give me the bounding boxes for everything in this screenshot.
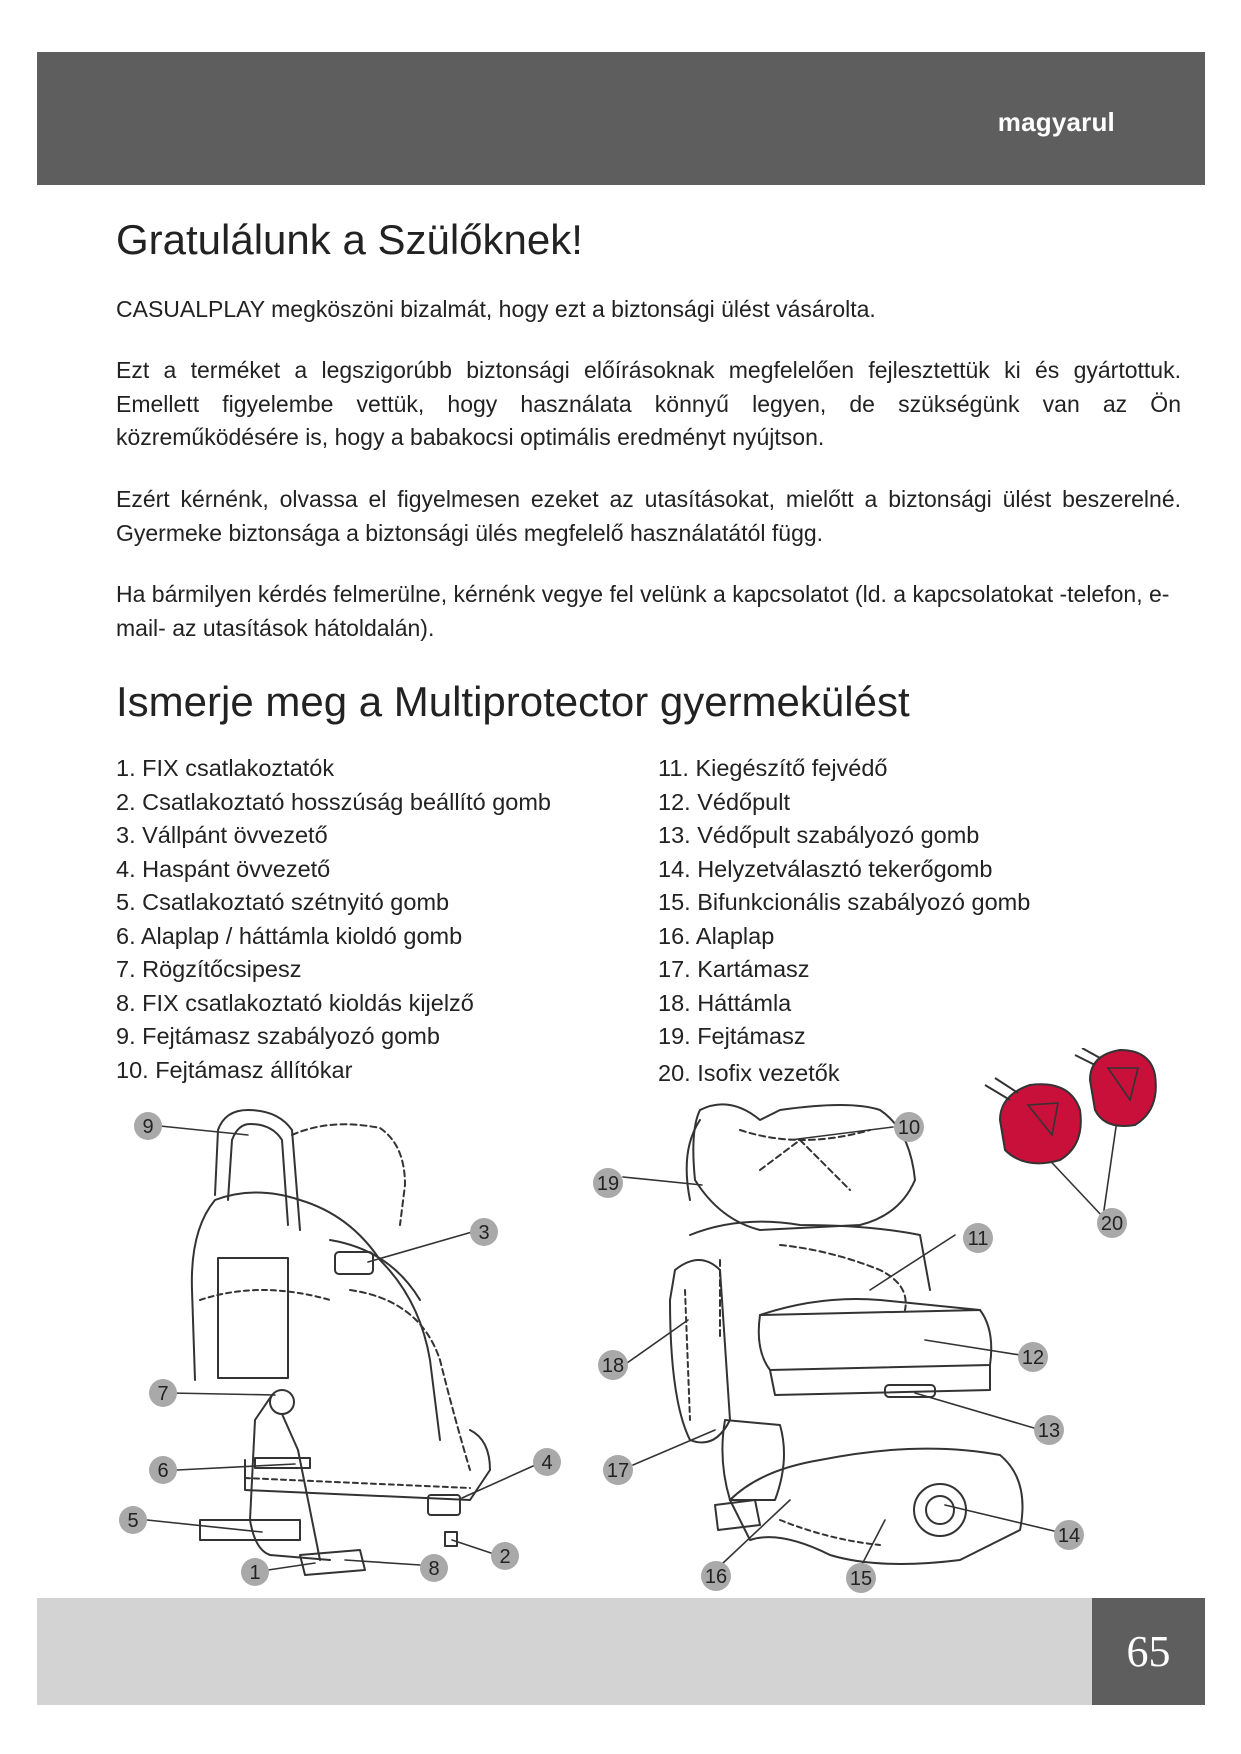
callout-4 — [533, 1448, 561, 1476]
list-item: 19. Fejtámasz — [658, 1023, 806, 1049]
list-item: 18. Háttámla — [658, 989, 792, 1016]
callout-leader-lines — [147, 1120, 1117, 1576]
page-number: 65 — [1092, 1598, 1205, 1705]
callout-18-label: 18 — [601, 1355, 625, 1377]
list-item: 1. FIX csatlakoztatók — [116, 755, 335, 781]
isofix-guides-highlight — [985, 1048, 1156, 1163]
section-title-congratulations: Gratulálunk a Szülőknek! — [116, 216, 583, 263]
callout-8 — [420, 1554, 448, 1582]
callout-9-label: 9 — [142, 1116, 154, 1138]
parts-list-right — [658, 752, 1030, 1090]
callout-2 — [491, 1542, 519, 1570]
callout-1 — [241, 1558, 269, 1586]
callout-10-label: 10 — [897, 1117, 921, 1139]
callout-12 — [1018, 1342, 1048, 1372]
list-item: 10. Fejtámasz állítókar — [116, 1056, 353, 1083]
list-item: 8. FIX csatlakoztató kioldás kijelző — [116, 989, 474, 1016]
callout-10 — [894, 1112, 924, 1142]
callout-14-label: 14 — [1057, 1525, 1081, 1547]
intro-paragraph-1: CASUALPLAY megköszöni bizalmát, hogy ezt a biztonsági ülést vásárolta. — [116, 296, 876, 322]
callout-6 — [149, 1456, 177, 1484]
callout-14 — [1054, 1520, 1084, 1550]
callout-13 — [1034, 1415, 1064, 1445]
car-seat-diagram — [110, 1048, 1170, 1598]
section-title-product: Ismerje meg a Multiprotector gyermekülést — [116, 678, 910, 725]
footer-bar — [37, 1598, 1092, 1705]
callout-12-label: 12 — [1021, 1347, 1045, 1369]
callout-18 — [598, 1350, 628, 1380]
list-item: 4. Haspánt övvezető — [116, 855, 331, 882]
callout-7-label: 7 — [157, 1383, 169, 1405]
list-item: 7. Rögzítőcsipesz — [116, 956, 302, 982]
callout-2-label: 2 — [499, 1546, 511, 1568]
callout-13-label: 13 — [1037, 1420, 1061, 1442]
list-item: 9. Fejtámasz szabályozó gomb — [116, 1023, 440, 1049]
callout-3-label: 3 — [478, 1222, 490, 1244]
intro-paragraph-4: Ha bármilyen kérdés felmerülne, kérnénk vegye fel velünk a kapcsolatot (ld. a kapcsolatokat -telefon, e-mail- az utasítások hátoldalán). — [116, 581, 1170, 641]
callout-20-label: 20 — [1100, 1213, 1124, 1235]
callout-15-label: 15 — [849, 1568, 873, 1590]
list-item: 17. Kartámasz — [658, 956, 810, 982]
callout-17 — [603, 1455, 633, 1485]
list-item: 12. Védőpult — [658, 788, 790, 815]
callout-11-label: 11 — [967, 1228, 989, 1250]
list-item: 16. Alaplap — [658, 922, 775, 949]
callout-5-label: 5 — [127, 1510, 139, 1532]
header-bar — [37, 52, 1205, 185]
list-item: 11. Kiegészítő fejvédő — [658, 755, 888, 781]
parts-list-left — [116, 752, 551, 1087]
callout-16 — [701, 1561, 731, 1591]
callout-11 — [963, 1223, 993, 1253]
callout-16-label: 16 — [704, 1566, 728, 1588]
list-item: 3. Vállpánt övvezető — [116, 822, 328, 848]
list-item: 2. Csatlakoztató hosszúság beállító gomb — [116, 788, 552, 815]
callout-19 — [593, 1168, 623, 1198]
list-item: 13. Védőpult szabályozó gomb — [658, 822, 980, 848]
callout-9 — [134, 1112, 162, 1140]
callout-6-label: 6 — [157, 1460, 169, 1482]
language-label: magyarul — [997, 107, 1115, 137]
callout-8-label: 8 — [428, 1558, 440, 1580]
intro-paragraph-3: Ezért kérnénk, olvassa el figyelmesen ezeket az utasításokat, mielőtt a biztonsági ülést beszerelné. Gyermeke biztonsága a biztonsági ülés megfelelő használatától függ. — [116, 486, 1181, 546]
list-item: 15. Bifunkcionális szabályozó gomb — [658, 889, 1031, 915]
list-item: 14. Helyzetválasztó tekerőgomb — [658, 855, 993, 882]
callout-1-label: 1 — [249, 1562, 261, 1584]
callout-17-label: 17 — [606, 1460, 630, 1482]
list-item: 20. Isofix vezetők — [658, 1059, 840, 1086]
callout-3 — [470, 1218, 498, 1246]
callout-15 — [846, 1563, 876, 1593]
seat-front-view-drawing — [670, 1104, 1023, 1564]
list-item: 6. Alaplap / háttámla kioldó gomb — [116, 922, 463, 949]
callout-5 — [119, 1506, 147, 1534]
list-item: 5. Csatlakoztató szétnyitó gomb — [116, 889, 450, 915]
intro-paragraph-2: Ezt a terméket a legszigorúbb biztonsági előírásoknak megfelelően fejlesztettük ki és gyártottuk. Emellett figyelembe vettük, hogy használata könnyű legyen, de szükségünk van az Ön közreműködésére is, hogy a babakocsi optimális eredményt nyújtson. — [116, 357, 1181, 450]
callout-7 — [149, 1379, 177, 1407]
callout-4-label: 4 — [541, 1452, 553, 1474]
callout-19-label: 19 — [596, 1173, 620, 1195]
callout-20 — [1097, 1208, 1127, 1238]
seat-rear-view-drawing — [192, 1110, 490, 1575]
